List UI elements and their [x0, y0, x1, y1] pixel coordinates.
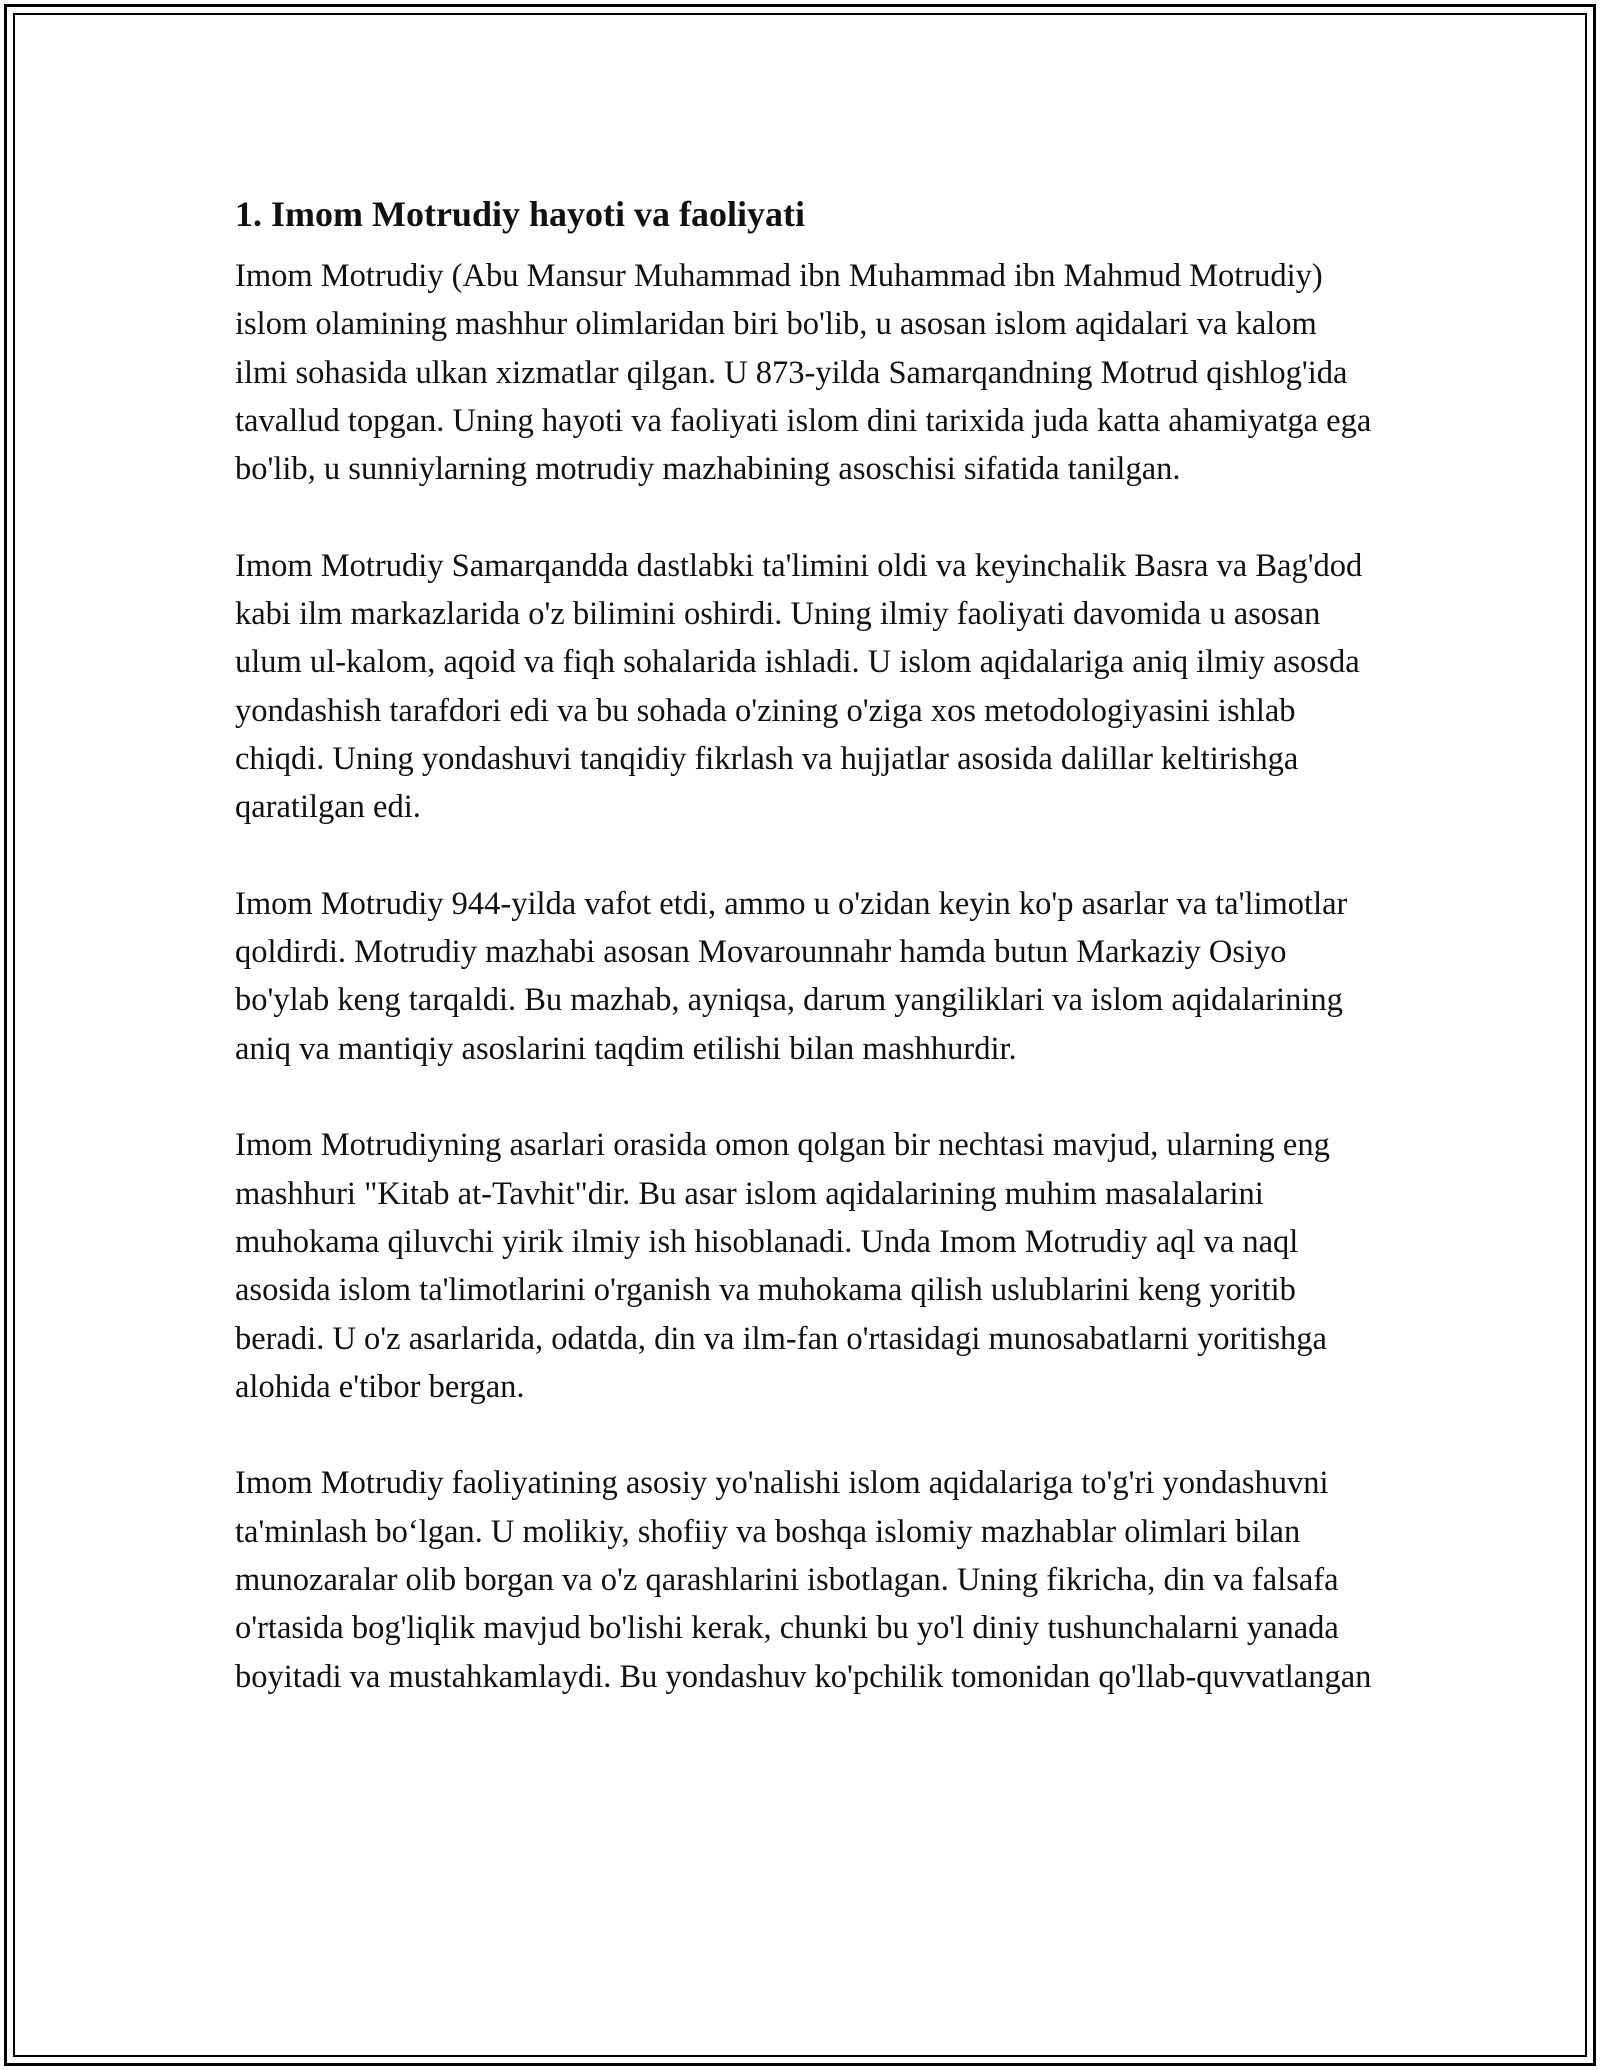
- paragraph-2: Imom Motrudiy Samarqandda dastlabki ta'limini oldi va keyinchalik Basra va Bag'dod kabi ilm markazlarida o'z bilimini oshirdi. Uning ilmiy faoliyati davomida u asosan ulum ul-kalom, aqoid va fiqh sohalarida ishladi. U islom aqidalariga aniq ilmiy asosda yondashish tarafdori edi va bu sohada o'zining o'ziga xos metodologiyasini ishlab chiqdi. Uning yondashuvi tanqidiy fikrlash va hujjatlar asosida dalillar keltirishga qaratilgan edi.: [235, 547, 1363, 826]
- paragraph-1: Imom Motrudiy (Abu Mansur Muhammad ibn Muhammad ibn Mahmud Motrudiy) islom olamining mashhur olimlaridan biri bo'lib, u asosan islom aqidalari va kalom ilmi sohasida ulkan xizmatlar qilgan. U 873-yilda Samarqandning Motrud qishlog'ida tavallud topgan. Uning hayoti va faoliyati islom dini tarixida juda katta ahamiyatga ega bo'lib, u sunniylarning motrudiy mazhabining asoschisi sifatida tanilgan.: [235, 258, 1372, 488]
- paragraph-3: Imom Motrudiy 944-yilda vafot etdi, ammo u o'zidan keyin ko'p asarlar va ta'limotlar qoldirdi. Motrudiy mazhabi asosan Movarounnahr hamda butun Markaziy Osiyo bo'ylab keng tarqaldi. Bu mazhab, ayniqsa, darum yangiliklari va islom aqidalarining aniq va mantiqiy asoslarini taqdim etilishi bilan mashhurdir.: [235, 885, 1348, 1067]
- section-heading: 1. Imom Motrudiy hayoti va faoliyati: [235, 194, 805, 234]
- paragraph-4: Imom Motrudiyning asarlari orasida omon qolgan bir nechtasi mavjud, ularning eng mashhuri "Kitab at-Tavhit"dir. Bu asar islom aqidalarining muhim masalalarini muhokama qiluvchi yirik ilmiy ish hisoblanadi. Unda Imom Motrudiy aql va naql asosida islom ta'limotlarini o'rganish va muhokama qilish uslublarini keng yoritib beradi. U o'z asarlarida, odatda, din va ilm-fan o'rtasidagi munosabatlarni yoritishga alohida e'tibor bergan.: [235, 1127, 1330, 1405]
- paragraph-5: Imom Motrudiy faoliyatining asosiy yo'nalishi islom aqidalariga to'g'ri yondashuvni ta'minlash bo‘lgan. U molikiy, shofiiy va boshqa islomiy mazhablar olimlari bilan munozaralar olib borgan va o'z qarashlarini isbotlagan. Uning fikricha, din va falsafa o'rtasida bog'liqlik mavjud bo'lishi kerak, chunki bu yo'l diniy tushunchalarni yanada boyitadi va mustahkamlaydi. Bu yondashuv ko'pchilik tomonidan qo'llab-quvvatlangan: [235, 1465, 1372, 1695]
- document-body: [235, 186, 1375, 1749]
